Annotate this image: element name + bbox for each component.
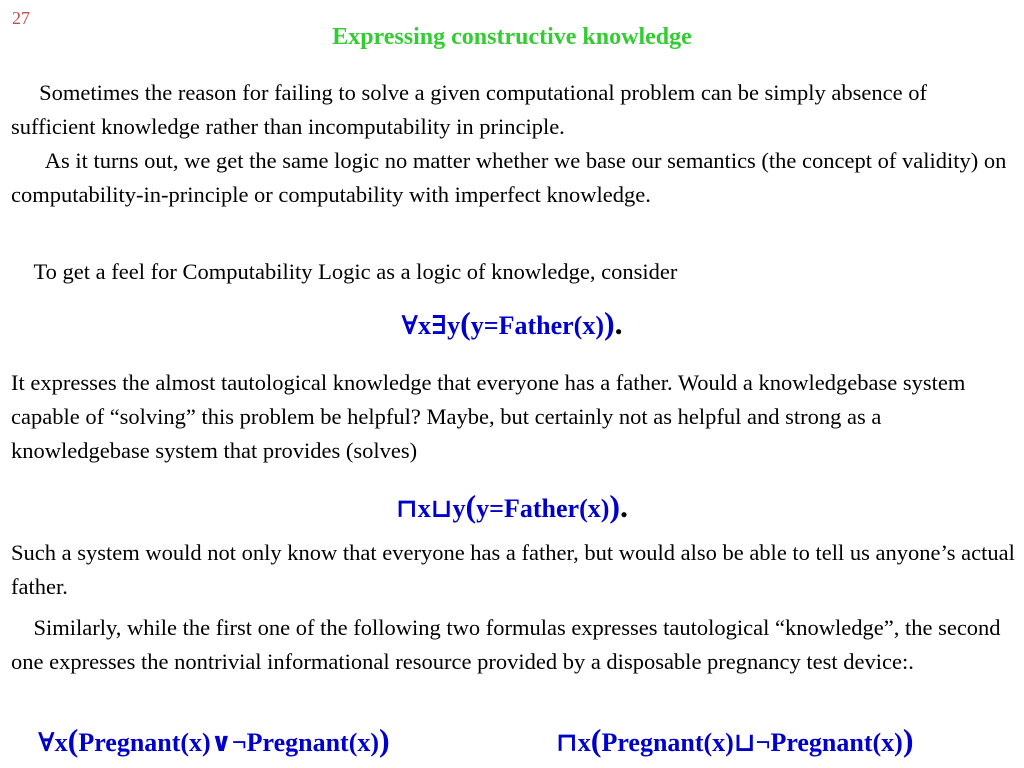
formula-quantifiers: ⊓x: [556, 728, 591, 757]
formula-forall-exists-father: [0, 305, 1024, 342]
formula-close-paren: ): [902, 722, 914, 758]
formula-close-paren: ): [604, 305, 615, 341]
formula-body: y=Father(x): [470, 311, 604, 340]
formula-close-paren: ): [379, 722, 390, 758]
slide-number: 27: [12, 8, 30, 28]
formula-open-paren: (: [460, 305, 471, 341]
slide-title: Expressing constructive knowledge: [332, 24, 692, 50]
formula-open-paren: (: [67, 722, 79, 758]
paragraph-actual-father: Such a system would not only know that everyone has a father, but would also be able to tell us anyone’s actual father.: [11, 540, 1015, 599]
formula-open-paren: (: [465, 488, 477, 524]
paragraph-same-logic: As it turns out, we get the same logic no matter whether we base our semantics (the concept of validity) on computability-in-principle or computability with imperfect knowledge.: [11, 148, 1012, 207]
formula-choice-pregnant: [556, 722, 913, 759]
formula-close-paren: ): [609, 488, 621, 524]
paragraph-pregnancy-test: Similarly, while the first one of the following two formulas expresses tautological “knowledge”, the second one expresses the nontrivial informational resource provided by a disposable pregnancy test device:.: [11, 615, 1007, 674]
formula-period: .: [614, 305, 623, 341]
paragraph-tautological-knowledge: It expresses the almost tautological knowledge that everyone has a father. Would a knowledgebase system capable of “solving” this problem be helpful? Maybe, but certainly not as helpful and strong as a knowledgebase system that provides (solves): [11, 370, 966, 463]
formula-classical-pregnant: [38, 722, 390, 759]
formula-quantifiers: ⊓x⊔y: [395, 494, 466, 523]
formula-quantifiers: ∀x∃y: [401, 311, 461, 340]
formula-open-paren: (: [590, 722, 602, 758]
formula-body: y=Father(x): [476, 494, 610, 523]
paragraph-consider: To get a feel for Computability Logic as a logic of knowledge, consider: [11, 259, 678, 284]
formula-quantifiers: ∀x: [38, 728, 68, 757]
paragraph-knowledge-absence: Sometimes the reason for failing to solve a given computational problem can be simply absence of sufficient knowledge rather than incomputability in principle.: [11, 80, 933, 139]
formula-body: Pregnant(x)⊔¬Pregnant(x): [601, 728, 903, 757]
formula-choice-father: [0, 488, 1024, 525]
formula-period: .: [620, 488, 629, 524]
formula-body: Pregnant(x)∨¬Pregnant(x): [78, 728, 380, 757]
